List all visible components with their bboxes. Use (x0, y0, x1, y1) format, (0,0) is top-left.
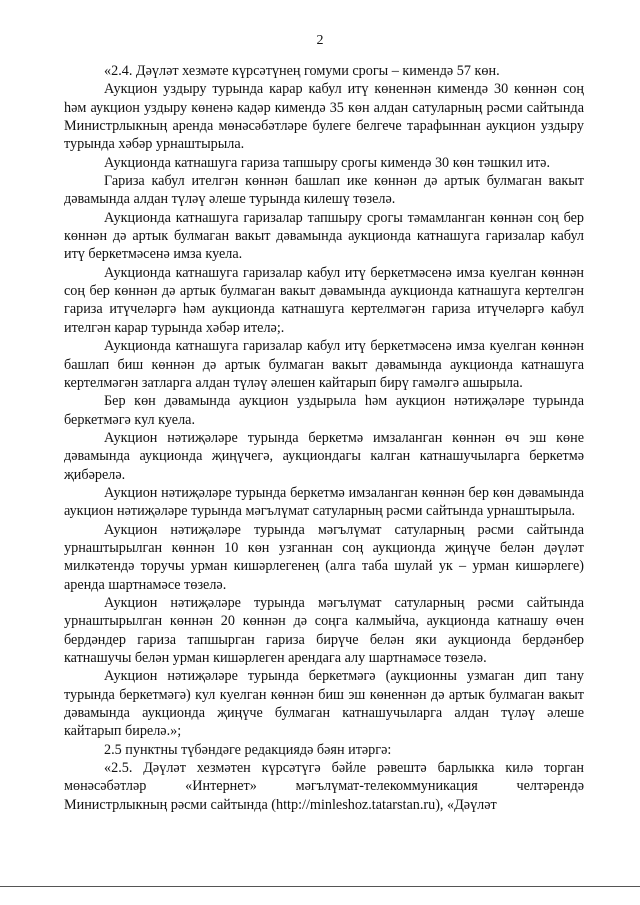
paragraph: Аукционда катнашуга гаризалар тапшыру срогы тәмамланган көннән соң бер көннән дә артык булмаган вакыт дәвамында аукционда катнашуга гаризалар кабул итү беркетмәсенә имза куела. (64, 209, 584, 263)
paragraph: Бер көн дәвамында аукцион уздырыла һәм аукцион нәтиҗәләре турында беркетмәгә кул куела. (64, 393, 584, 428)
document-body (64, 62, 584, 814)
paragraph: Аукцион нәтиҗәләре турында беркетмә имзаланган көннән өч эш көне дәвамында аукционда җиңүчегә, аукциондагы калган катнашучыларга беркетмә җибәрелә. (64, 429, 584, 483)
paragraph: Аукцион нәтиҗәләре турында беркетмәгә (аукционны узмаган дип тану турында беркетмәгә) кул куелган көннән биш эш көненнән дә артык булмаган вакыт дәвамында аукционда җиңүче булмаган катнашучыларга алдан түләү әлеше кайтарып бирелә.»; (64, 668, 584, 740)
paragraph: «2.5. Дәүләт хезмәтен күрсәтүгә бәйле рәвештә барлыкка килә торган мөнәсәбәтләр «Интернет» мәгълүмат-телекоммуникация челтәрендә Министрлыкның рәсми сайтында (http://minleshoz.tatarstan.ru), «Дәүләт (64, 760, 584, 813)
paragraph: Аукционда катнашуга гаризалар кабул итү беркетмәсенә имза куелган көннән башлап биш көннән дә артык булмаган вакыт дәвамында аукционда катнашуга кертелмәгән затларга алдан түләү әлешен кайтарып бирү гамәлгә ашырыла. (64, 338, 584, 391)
paragraph: «2.4. Дәүләт хезмәте күрсәтүнең гомуми срогы – кимендә 57 көн. (104, 63, 500, 79)
page-number: 2 (316, 33, 324, 48)
paragraph: Аукционда катнашуга гаризалар кабул итү беркетмәсенә имза куелган көннән соң бер көннән дә артык булмаган вакыт дәвамында аукционда катнашуга кертелгән гариза итүчеләргә һәм аукционда катнашуга кертелмәгән гариза итүчеләргә кабул ителгән карар турында хәбәр ителә;. (64, 264, 584, 336)
paragraph: Аукционда катнашуга гариза тапшыру срогы кимендә 30 көн тәшкил итә. (104, 154, 550, 171)
paragraph: Аукцион нәтиҗәләре турында мәгълүмат сатуларның рәсми сайтында урнаштырылган көннән 10 көн узганнан соң аукционда җиңүче белән дәүләт милкәтендә торучы урман кишәрлегенең (алга таба шулай ук – урман кишәрлеге) аренда шартнамәсе төзелә. (64, 521, 584, 593)
paragraph: Аукцион нәтиҗәләре турында беркетмә имзаланган көннән бер көн дәвамында аукцион нәтиҗәләре турында мәгълүмат сатуларның рәсми сайтында урнаштырыла. (64, 484, 584, 520)
paragraph: Аукцион уздыру турында карар кабул итү көненнән кимендә 30 көннән соң һәм аукцион уздыру көненә кадәр кимендә 35 көн алдан сатуларның рәсми сайтында Министрлыкның аренда мөнәсәбәтләре булеге белгече тарафыннан аукцион уздыру турында хәбәр урнаштырыла. (64, 81, 584, 153)
page-bottom-rule (0, 886, 640, 887)
paragraph: Аукцион нәтиҗәләре турында мәгълүмат сатуларның рәсми сайтында урнаштырылган көннән 20 көннән дә соңга калмыйча, аукционда катнашу өчен бердәндер гариза тапшырган гариза бирүче белән яки аукционда бердәнбер катнашучы белән урман кишәрлеген арендага алу шартнамәсе төзелә. (64, 594, 584, 666)
paragraph: 2.5 пунктны түбәндәге редакциядә бәян итәргә: (104, 741, 392, 758)
paragraph: Гариза кабул ителгән көннән башлап ике көннән дә артык булмаган вакыт дәвамында алдан түләү әлеше турында килешү төзелә. (64, 173, 584, 208)
